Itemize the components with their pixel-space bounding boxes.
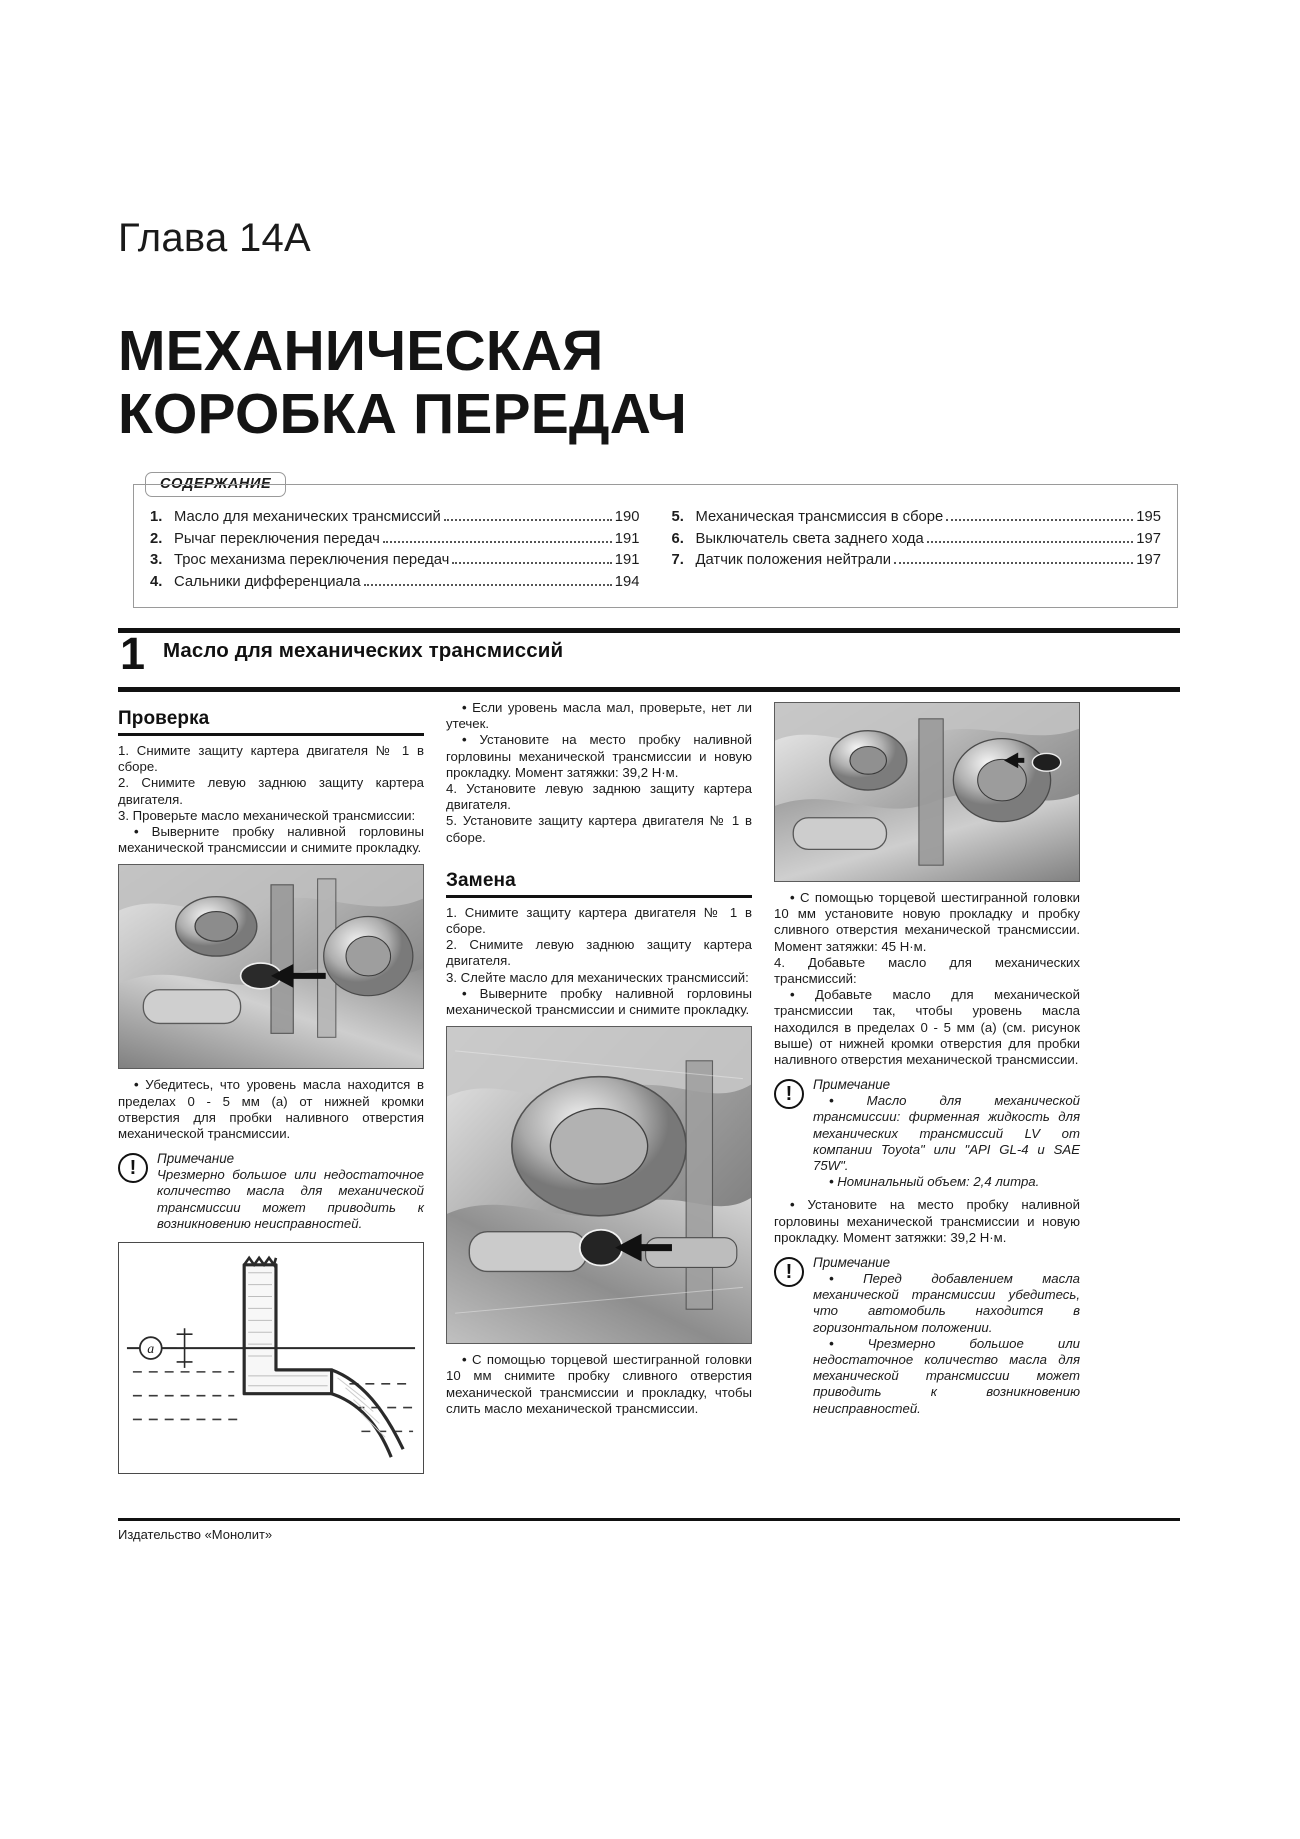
toc-entry-page: 191 bbox=[614, 530, 640, 547]
subheading-zamena: Замена bbox=[446, 869, 516, 891]
table-of-contents bbox=[133, 484, 1178, 608]
subheading-rule bbox=[118, 733, 424, 736]
photo-socket-install bbox=[774, 702, 1080, 882]
toc-entry[interactable] bbox=[150, 529, 640, 551]
footer-rule bbox=[118, 1518, 1180, 1521]
oil-level-diagram bbox=[118, 1242, 424, 1474]
section-title: Масло для механических трансмиссий bbox=[163, 639, 564, 662]
photo-drain-plug-art bbox=[447, 1027, 751, 1343]
bullet-text: • С помощью торцевой шестигранной головки 10 мм установите новую прокладку и пробку сливного отверстия механической трансмиссии. Момент затяжки: 45 Н·м. bbox=[774, 890, 1080, 955]
toc-entry-title: Сальники дифференциала bbox=[174, 573, 361, 590]
toc-leader-dots bbox=[383, 533, 612, 543]
toc-leader-dots bbox=[894, 554, 1133, 564]
toc-entry-page: 190 bbox=[614, 509, 640, 525]
toc-entry-number: 1. bbox=[150, 509, 163, 525]
note-bullet: • Масло для механической трансмиссии: фирменная жидкость для механических трансмиссий LV от компании Toyota" или "API GL-4 и SAE 75W". bbox=[813, 1093, 1080, 1174]
toc-leader-dots bbox=[444, 511, 612, 521]
toc-entry-number: 4. bbox=[150, 573, 163, 590]
step-text: 4. Добавьте масло для механических трансмиссий: bbox=[774, 954, 1080, 987]
toc-entry-title: Датчик положения нейтрали bbox=[695, 552, 892, 568]
section-number: 1 bbox=[120, 628, 146, 679]
footer-publisher: Издательство «Монолит» bbox=[118, 1527, 273, 1542]
toc-entry-page: 195 bbox=[1136, 509, 1161, 525]
oil-level-diagram-art bbox=[119, 1243, 423, 1473]
bullet-text: • Выверните пробку наливной горловины механической трансмиссии и снимите прокладку. bbox=[118, 824, 424, 856]
note-box bbox=[774, 1077, 1080, 1190]
bullet-text: • Выверните пробку наливной горловины механической трансмиссии и снимите прокладку. bbox=[446, 986, 752, 1018]
toc-tab-label: СОДЕРЖАНИЕ bbox=[145, 472, 286, 497]
toc-entry[interactable] bbox=[150, 572, 640, 594]
photo-socket-install-art bbox=[775, 703, 1079, 881]
toc-entry[interactable] bbox=[672, 507, 1162, 529]
toc-entry-title: Масло для механических трансмиссий bbox=[174, 509, 441, 525]
toc-entry[interactable] bbox=[150, 507, 640, 529]
chapter-title-line-1: МЕХАНИЧЕСКАЯ bbox=[118, 319, 604, 383]
note-box bbox=[774, 1255, 1080, 1417]
toc-entry-title: Трос механизма переключения передач bbox=[174, 552, 450, 568]
bullet-text: • Установите на место пробку наливной горловины механической трансмиссии и новую прокладку. Момент затяжки: 39,2 Н·м. bbox=[446, 732, 752, 781]
exclamation-icon: ! bbox=[774, 1257, 804, 1287]
toc-leader-dots bbox=[452, 554, 611, 564]
toc-entry[interactable] bbox=[150, 550, 640, 572]
toc-entry-number: 7. bbox=[671, 552, 684, 568]
toc-entry[interactable] bbox=[672, 529, 1162, 551]
step-text: 3. Проверьте масло механической трансмиссии: bbox=[118, 807, 416, 823]
column-3 bbox=[774, 700, 1080, 1512]
step-text: 2. Снимите левую заднюю защиту картера двигателя. bbox=[446, 937, 752, 969]
toc-entry-number: 3. bbox=[150, 552, 163, 568]
step-text: 1. Снимите защиту картера двигателя № 1 в сборе. bbox=[446, 904, 752, 937]
page-title bbox=[118, 320, 878, 447]
toc-entry-page: 194 bbox=[614, 573, 640, 590]
toc-leader-dots bbox=[364, 576, 612, 586]
toc-entry-title: Рычаг переключения передач bbox=[174, 530, 380, 547]
section-rule-top bbox=[118, 628, 1180, 633]
photo-fill-plug-art bbox=[119, 865, 423, 1068]
toc-leader-dots bbox=[946, 511, 1133, 521]
exclamation-icon: ! bbox=[118, 1153, 148, 1183]
toc-entry-page: 197 bbox=[1136, 530, 1161, 547]
subheading-rule bbox=[446, 895, 752, 898]
step-text: 5. Установите защиту картера двигателя № 1 в сборе. bbox=[446, 813, 752, 845]
step-text: 3. Слейте масло для механических трансмиссий: bbox=[446, 969, 749, 985]
column-2 bbox=[446, 700, 752, 1512]
body-columns bbox=[118, 700, 1180, 1512]
bullet-text: • С помощью торцевой шестигранной головки 10 мм снимите пробку сливного отверстия механической трансмиссии и прокладку, чтобы слить масло механической трансмиссии. bbox=[446, 1352, 752, 1417]
toc-column-left bbox=[150, 507, 640, 593]
note-title: Примечание bbox=[813, 1077, 891, 1093]
step-text: 4. Установите левую заднюю защиту картера двигателя. bbox=[446, 781, 752, 813]
note-title: Примечание bbox=[813, 1255, 891, 1271]
toc-leader-dots bbox=[927, 533, 1134, 543]
step-text: 2. Снимите левую заднюю защиту картера двигателя. bbox=[118, 775, 424, 807]
photo-drain-plug bbox=[446, 1026, 752, 1344]
bullet-text: • Установите на место пробку наливной горловины механической трансмиссии и новую прокладку. Момент затяжки: 39,2 Н·м. bbox=[774, 1197, 1080, 1246]
toc-entry-title: Механическая трансмиссия в сборе bbox=[695, 509, 944, 525]
chapter-label: Глава 14А bbox=[118, 216, 312, 260]
bullet-text: • Убедитесь, что уровень масла находится в пределах 0 - 5 мм (а) от нижней кромки отверстия для пробки наливного отверстия механической трансмиссии. bbox=[118, 1077, 424, 1142]
toc-entry[interactable] bbox=[672, 550, 1162, 572]
step-text: 1. Снимите защиту картера двигателя № 1 в сборе. bbox=[118, 743, 424, 775]
note-text: Чрезмерно большое или недостаточное количество масла для механической трансмиссии может приводить к возникновению неисправностей. bbox=[157, 1167, 424, 1231]
callout-a-label: а bbox=[147, 1342, 155, 1358]
column-1 bbox=[118, 700, 424, 1512]
plug-marker bbox=[1032, 753, 1060, 771]
toc-entry-page: 191 bbox=[614, 552, 640, 568]
note-title: Примечание bbox=[157, 1151, 235, 1167]
chapter-title-line-2: КОРОБКА ПЕРЕДАЧ bbox=[118, 382, 687, 447]
section-rule-bottom bbox=[118, 687, 1180, 692]
toc-entry-number: 2. bbox=[150, 530, 163, 547]
subheading-proverka: Проверка bbox=[118, 708, 210, 729]
bullet-text: • Если уровень масла мал, проверьте, нет ли утечек. bbox=[446, 700, 752, 732]
photo-fill-plug bbox=[118, 864, 424, 1069]
bullet-text: • Добавьте масло для механической трансмиссии так, чтобы уровень масла находился в пределах 0 - 5 мм (а) (см. рисунок выше) от нижней кромки отверстия для пробки наливного отверстия механической трансмиссии. bbox=[774, 987, 1080, 1068]
toc-entry-title: Выключатель света заднего хода bbox=[695, 530, 924, 547]
note-bullet: • Чрезмерно большое или недостаточное количество масла для механической трансмиссии может приводить к возникновению неисправностей. bbox=[813, 1336, 1080, 1417]
exclamation-icon: ! bbox=[774, 1079, 804, 1109]
toc-entry-number: 5. bbox=[671, 509, 684, 525]
toc-entry-number: 6. bbox=[671, 530, 684, 547]
note-bullet: • Номинальный объем: 2,4 литра. bbox=[813, 1174, 1080, 1190]
note-bullet: • Перед добавлением масла механической трансмиссии убедитесь, что автомобиль находится в горизонтальном положении. bbox=[813, 1271, 1080, 1336]
note-box bbox=[118, 1151, 424, 1232]
toc-entry-page: 197 bbox=[1136, 552, 1161, 568]
toc-column-right bbox=[672, 507, 1162, 593]
